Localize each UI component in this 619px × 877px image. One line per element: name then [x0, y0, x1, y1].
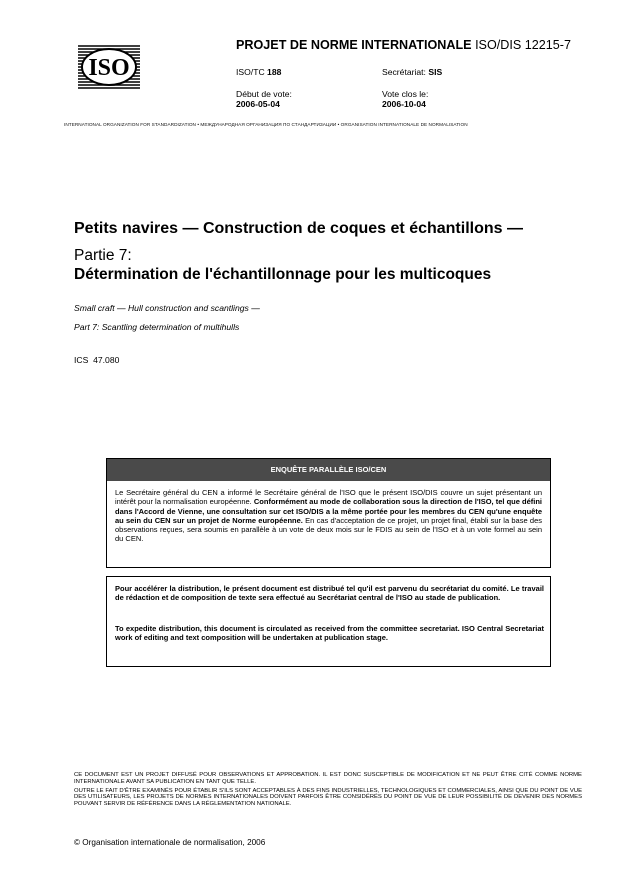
committee-field [236, 67, 281, 77]
secretariat-label: Secrétariat: [382, 67, 426, 77]
english-main-title: Small craft — Hull construction and scantlings — [74, 303, 260, 313]
enquiry-text-bold: Conformément au mode de collaboration sous la direction de l'ISO, tel que défini dans l'Accord de Vienne, une consultation sur cet ISO/DIS a la même portée pour les membres du CEN qu'une enquête au sein du CEN sur un projet de Norme européenne. [115, 497, 542, 525]
copyright-notice: © Organisation internationale de normalisation, 2006 [74, 838, 266, 847]
enquiry-text-outro: En cas d'acceptation de ce projet, un projet final, établi sur la base des observations reçues, sera soumis en parallèle à un vote de deux mois sur le FDIS au sein de l'ISO et à un vote formel au sein du CEN. [115, 515, 542, 544]
iso-logo-text: ISO [88, 55, 130, 81]
draft-notice-2: OUTRE LE FAIT D'ÊTRE EXAMINÉS POUR ÉTABLIR S'ILS SONT ACCEPTABLES À DES FINS INDUSTRIELLES, TECHNOLOGIQUES ET COMMERCIALES, AINSI QUE DU POINT DE VUE DES UTILISATEURS, LES PROJETS DE NORMES INTERNATIONALES DOIVENT PARFOIS ÊTRE CONSIDÉRÉS DU POINT DE VUE DE LEUR POSSIBILITÉ DE DEVENIR DES NORMES POUVANT SERVIR DE RÉFÉRENCE DANS LA RÉGLEMENTATION NATIONALE. [74, 787, 582, 808]
french-part-title: Détermination de l'échantillonnage pour les multicoques [74, 266, 492, 283]
tc-label: ISO/TC [236, 67, 265, 77]
document-status-title [236, 38, 571, 52]
expedite-distribution-box [106, 576, 551, 667]
secretariat-value: SIS [428, 67, 443, 77]
project-title: PROJET DE NORME INTERNATIONALE [236, 38, 472, 52]
tc-value: 188 [267, 67, 282, 77]
ics-label: ICS [74, 355, 89, 365]
secretariat-field [382, 67, 442, 77]
ics-code [74, 355, 119, 365]
french-part-number: Partie 7: [74, 247, 132, 264]
parallel-enquiry-header: ENQUÊTE PARALLÈLE ISO/CEN [107, 459, 550, 481]
parallel-enquiry-text [115, 488, 542, 544]
organization-names-line: INTERNATIONAL ORGANIZATION FOR STANDARDIZATION • МЕЖДУНАРОДНАЯ ОРГАНИЗАЦИЯ ПО СТАНДАРТИЗАЦИИ • ORGANISATION INTERNATIONALE DE NORMALISATION [64, 122, 468, 127]
iso-logo [78, 44, 140, 90]
vote-end-label: Vote clos le: [382, 89, 429, 99]
draft-notice-1: CE DOCUMENT EST UN PROJET DIFFUSÉ POUR OBSERVATIONS ET APPROBATION. IL EST DONC SUSCEPTIBLE DE MODIFICATION ET NE PEUT ÊTRE CITÉ COMME NORME INTERNATIONALE AVANT SA PUBLICATION EN TANT QUE TELLE. [74, 772, 582, 785]
enquiry-text-intro: Le Secrétaire général du CEN a informé le Secrétaire général de l'ISO que le présent ISO/DIS couvre un sujet présentant un intérêt pour la normalisation européenne. [115, 488, 542, 507]
ics-value: 47.080 [93, 355, 120, 365]
vote-start-date: 2006-05-04 [236, 99, 280, 109]
draft-notice [74, 772, 582, 810]
parallel-enquiry-box [106, 458, 551, 568]
vote-end-date: 2006-10-04 [382, 99, 426, 109]
english-part-title: Part 7: Scantling determination of multihulls [74, 322, 240, 332]
vote-start-label: Début de vote: [236, 89, 292, 99]
french-main-title: Petits navires — Construction de coques et échantillons — [74, 220, 523, 237]
expedite-english-text: To expedite distribution, this document is circulated as received from the committee secretariat. ISO Central Secretariat work of editing and text composition will be undertaken at publication stage. [115, 624, 544, 643]
expedite-french-text: Pour accélérer la distribution, le présent document est distribué tel qu'il est parvenu du secrétariat du comité. Le travail de rédaction et de composition de texte sera effectué au Secrétariat central de l'ISO au stade de publication. [115, 584, 544, 603]
document-reference: ISO/DIS 12215-7 [475, 38, 571, 52]
